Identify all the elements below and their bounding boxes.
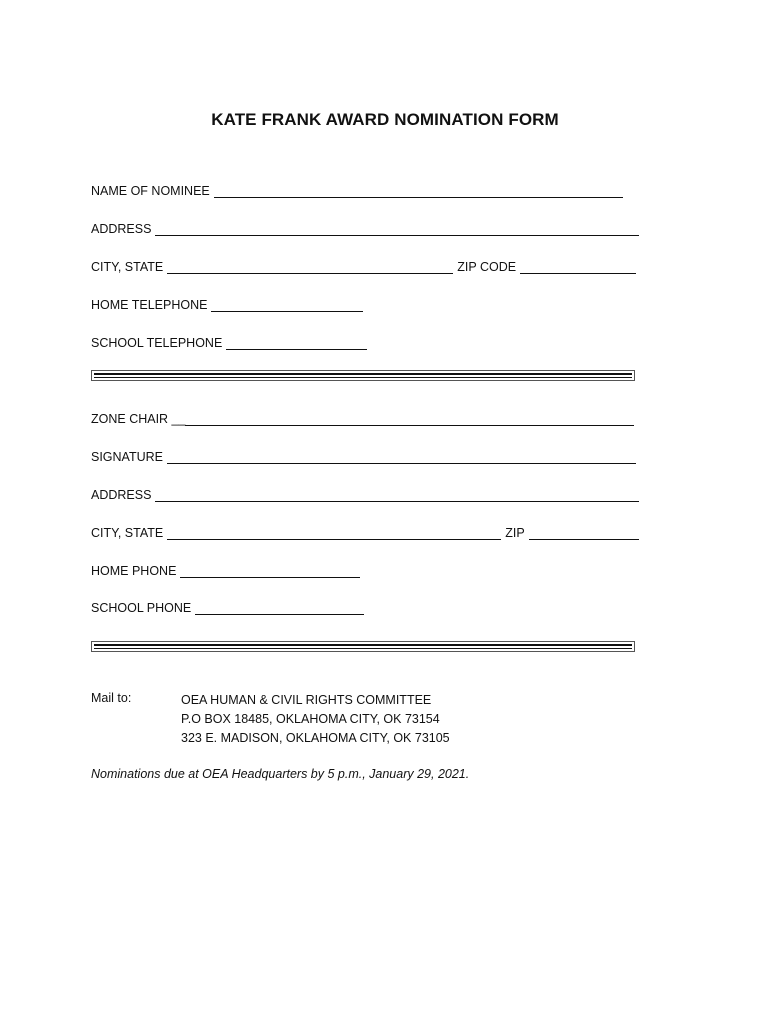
nominee-address-field[interactable] xyxy=(155,221,639,236)
zone-chair-home-phone-row xyxy=(91,560,360,578)
zone-chair-address-label: ADDRESS xyxy=(91,488,152,502)
section-divider xyxy=(91,370,635,381)
zone-chair-home-phone-field[interactable] xyxy=(180,563,360,578)
zone-chair-address-row xyxy=(91,484,639,502)
nominee-school-phone-field[interactable] xyxy=(226,335,367,350)
due-date-note: Nominations due at OEA Headquarters by 5 p.m., January 29, 2021. xyxy=(91,767,470,781)
zone-chair-address-field[interactable] xyxy=(155,487,639,502)
nominee-name-label: NAME OF NOMINEE xyxy=(91,184,210,198)
mail-to-label: Mail to: xyxy=(91,691,132,705)
nominee-zip-label: ZIP CODE xyxy=(457,260,517,274)
nominee-home-phone-field[interactable] xyxy=(211,297,363,312)
mail-line: OEA HUMAN & CIVIL RIGHTS COMMITTEE xyxy=(181,693,432,707)
mail-line: 323 E. MADISON, OKLAHOMA CITY, OK 73105 xyxy=(181,731,450,745)
zone-chair-field[interactable] xyxy=(185,411,634,426)
nominee-school-phone-label: SCHOOL TELEPHONE xyxy=(91,336,223,350)
form-title: KATE FRANK AWARD NOMINATION FORM xyxy=(211,110,559,129)
nominee-city-state-label: CITY, STATE xyxy=(91,260,164,274)
nominee-address-row xyxy=(91,218,639,236)
signature-field[interactable] xyxy=(167,449,636,464)
signature-label: SIGNATURE xyxy=(91,450,163,464)
signature-row xyxy=(91,446,636,464)
zone-chair-home-phone-label: HOME PHONE xyxy=(91,564,177,578)
zone-chair-zip-label: ZIP xyxy=(505,526,525,540)
zone-chair-city-state-field[interactable] xyxy=(167,525,501,540)
zone-chair-school-phone-row xyxy=(91,597,364,615)
zone-chair-school-phone-label: SCHOOL PHONE xyxy=(91,601,192,615)
section-divider-bottom xyxy=(91,641,635,652)
nominee-address-label: ADDRESS xyxy=(91,222,152,236)
mail-line: P.O BOX 18485, OKLAHOMA CITY, OK 73154 xyxy=(181,712,440,726)
zone-chair-label: ZONE CHAIR __ xyxy=(91,412,186,426)
nominee-zip-field[interactable] xyxy=(520,259,636,274)
zone-chair-school-phone-field[interactable] xyxy=(195,600,364,615)
nominee-city-state-row xyxy=(91,256,636,274)
zone-chair-city-state-label: CITY, STATE xyxy=(91,526,164,540)
zone-chair-city-state-row xyxy=(91,522,639,540)
zone-chair-row xyxy=(91,408,634,426)
nominee-name-field[interactable] xyxy=(214,183,623,198)
nominee-name-row xyxy=(91,180,623,198)
nominee-city-state-field[interactable] xyxy=(167,259,453,274)
nominee-home-phone-row xyxy=(91,294,363,312)
nominee-school-phone-row xyxy=(91,332,367,350)
nominee-home-phone-label: HOME TELEPHONE xyxy=(91,298,208,312)
mail-address-block xyxy=(181,691,450,748)
zone-chair-zip-field[interactable] xyxy=(529,525,639,540)
